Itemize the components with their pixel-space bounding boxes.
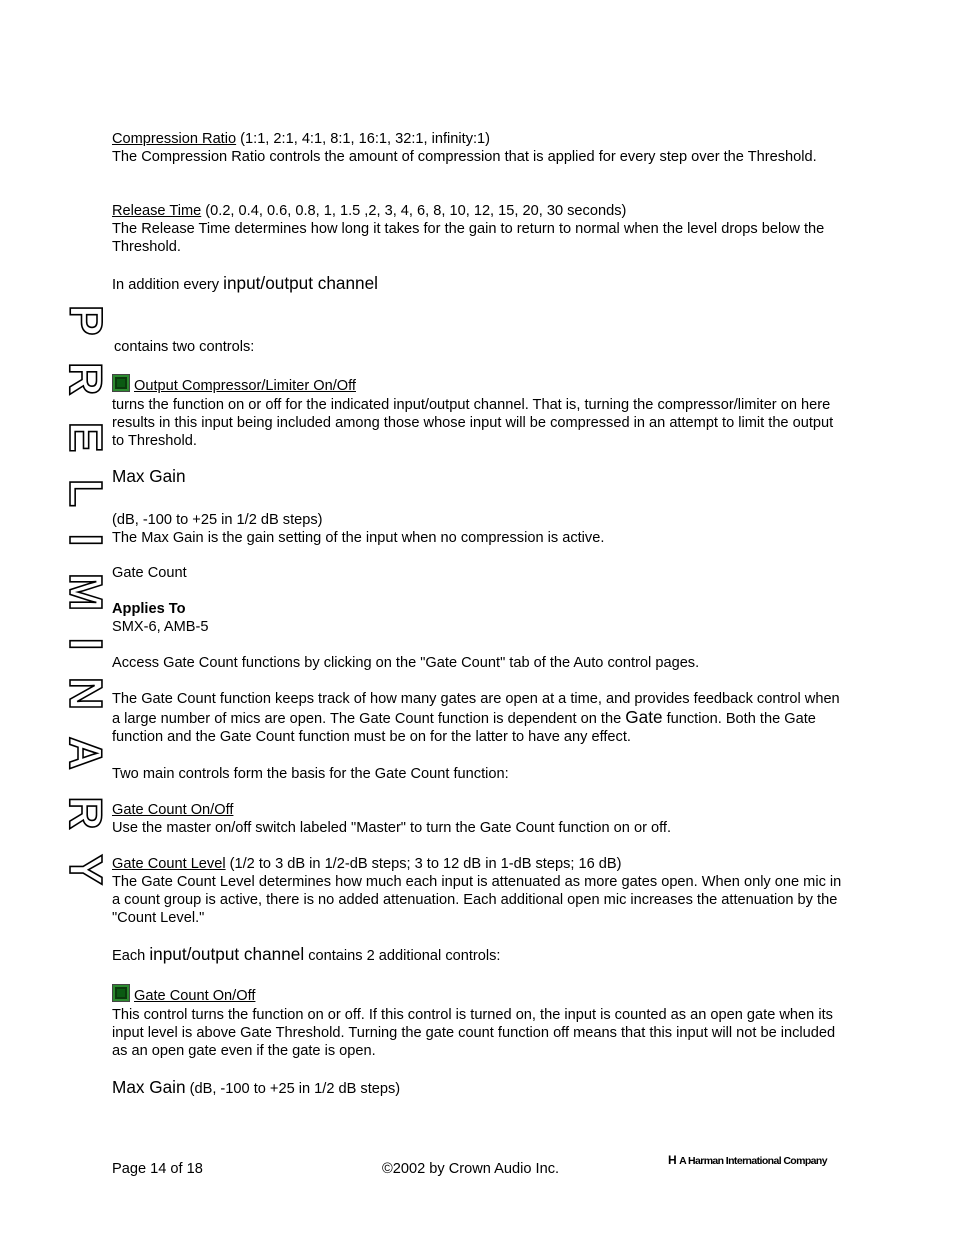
release-time-title: Release Time xyxy=(112,203,202,219)
gate-count-channel-onoff-heading xyxy=(112,984,255,1005)
each-channel-emphasis: input/output channel xyxy=(149,944,305,964)
in-addition-suffix: contains two controls: xyxy=(114,339,255,355)
gate-count-function-text-b: function. Both the Gate function and the Gate Count function must be on for the latter to have any effect. xyxy=(112,711,816,745)
release-time-heading xyxy=(112,202,626,220)
harman-company-text: A Harman International Company xyxy=(679,1155,827,1167)
two-main-controls: Two main controls form the basis for the Gate Count function: xyxy=(112,766,509,782)
gate-count-function-description xyxy=(112,690,847,746)
gate-count-access: Access Gate Count functions by clicking on the "Gate Count" tab of the Auto control pages. xyxy=(112,655,700,671)
release-time-range: (0.2, 0.4, 0.6, 0.8, 1, 1.5 ,2, 3, 4, 6, 8, 10, 12, 15, 20, 30 seconds) xyxy=(201,203,627,219)
max-gain-channel-range: (dB, -100 to +25 in 1/2 dB steps) xyxy=(185,1081,401,1097)
gate-count-level-title: Gate Count Level xyxy=(112,856,226,872)
in-addition-prefix: In addition every xyxy=(112,277,224,293)
page-number: Page 14 of 18 xyxy=(112,1161,203,1177)
applies-to-value: SMX-6, AMB-5 xyxy=(112,619,209,635)
gate-count-level-range: (1/2 to 3 dB in 1/2-dB steps; 3 to 12 dB in 1-dB steps; 16 dB) xyxy=(225,856,622,872)
each-channel-suffix: contains 2 additional controls: xyxy=(304,948,501,964)
each-channel-prefix: Each xyxy=(112,948,150,964)
gate-count-level-description: The Gate Count Level determines how much each input is attenuated as more gates open. When only one mic in a count group is active, there is no added attenuation. Each additional open mic increases the attenuation by the "Count Level." xyxy=(112,874,842,926)
preliminary-watermark-text: PRELIMINARY xyxy=(60,305,112,885)
compression-ratio-range: (1:1, 2:1, 4:1, 8:1, 16:1, 32:1, infinity:1) xyxy=(236,131,491,147)
gate-count-channel-onoff-title: Gate Count On/Off xyxy=(134,988,256,1004)
applies-to-label: Applies To xyxy=(112,601,186,617)
copyright: ©2002 by Crown Audio Inc. xyxy=(382,1161,560,1177)
gate-count-onoff-title: Gate Count On/Off xyxy=(112,802,234,818)
gate-count-function-emphasis: Gate xyxy=(625,707,663,727)
max-gain-title: Max Gain xyxy=(112,466,186,486)
output-compressor-heading xyxy=(112,374,356,395)
harman-h-mark: H xyxy=(668,1153,677,1167)
max-gain-channel-heading xyxy=(112,1078,400,1098)
in-addition-emphasis: input/output channel xyxy=(223,273,378,293)
gate-count-channel-onoff-description: This control turns the function on or off. If this control is turned on, the input is counted as an open gate when its input level is above Gate Threshold. Turning the gate count function off means that this input will not be included as an open gate even if the gate is open. xyxy=(112,1007,836,1059)
max-gain-channel-title: Max Gain xyxy=(112,1077,186,1097)
preliminary-watermark xyxy=(60,305,112,885)
each-channel-line xyxy=(112,945,500,965)
max-gain-range: (dB, -100 to +25 in 1/2 dB steps) xyxy=(112,512,323,528)
in-addition-line xyxy=(112,274,378,294)
output-compressor-title: Output Compressor/Limiter On/Off xyxy=(134,378,356,394)
gate-count-function-text-a: The Gate Count function keeps track of how many gates are open at a time, and provides feedback control when a large number of mics are open. The Gate Count function is dependent on the xyxy=(112,691,840,727)
output-compressor-description: turns the function on or off for the indicated input/output channel. That is, turning the compressor/limiter on here results in this input being included among those whose input will be compressed in an attempt to limit the output to Threshold. xyxy=(112,397,834,449)
compression-ratio-description: The Compression Ratio controls the amount of compression that is applied for every step over the Threshold. xyxy=(112,149,817,165)
green-toggle-icon xyxy=(112,984,130,1002)
compression-ratio-heading xyxy=(112,130,490,148)
max-gain-description: The Max Gain is the gain setting of the input when no compression is active. xyxy=(112,530,605,546)
gate-count-level-heading xyxy=(112,855,621,873)
harman-logo xyxy=(668,1153,827,1167)
gate-count-onoff-description: Use the master on/off switch labeled "Master" to turn the Gate Count function on or off. xyxy=(112,820,672,836)
compression-ratio-title: Compression Ratio xyxy=(112,131,237,147)
gate-count-title: Gate Count xyxy=(112,565,187,581)
green-toggle-icon xyxy=(112,374,130,392)
release-time-description: The Release Time determines how long it takes for the gain to return to normal when the level drops below the Threshold. xyxy=(112,221,825,255)
